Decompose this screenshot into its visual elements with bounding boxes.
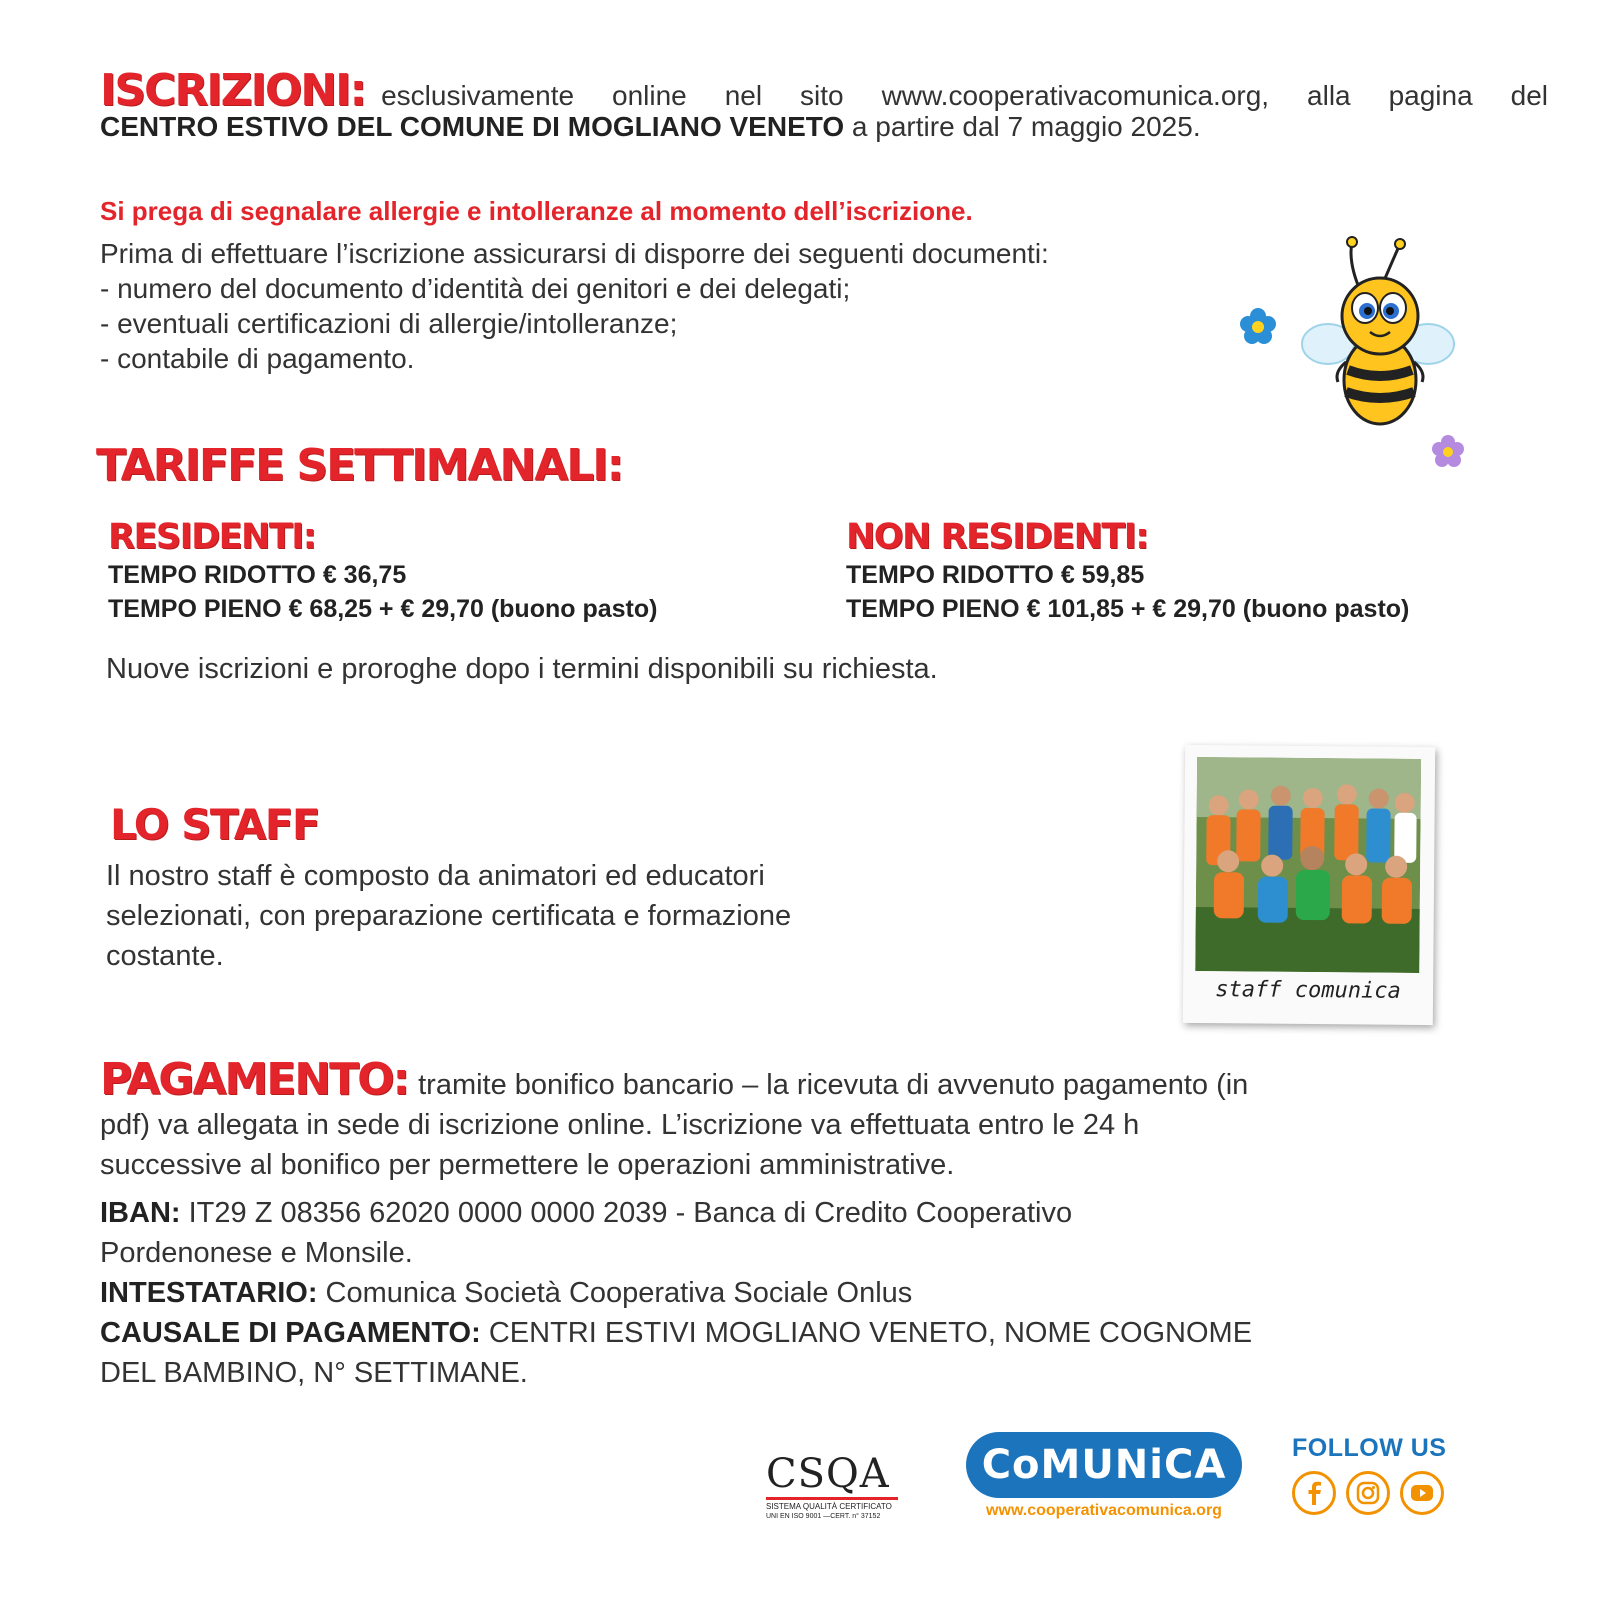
iban-label: IBAN: — [100, 1197, 181, 1229]
staff-photo-polaroid — [1183, 745, 1435, 1025]
comunica-logo — [966, 1432, 1242, 1520]
centro-estivo-label: CENTRO ESTIVO DEL COMUNE DI MOGLIANO VENETO — [100, 111, 845, 142]
causale-line2: DEL BAMBINO, N° SETTIMANE. — [100, 1357, 528, 1389]
staff-line: costante. — [106, 940, 224, 972]
list-item: - numero del documento d’identità dei genitori e dei delegati; — [100, 273, 851, 304]
csqa-divider — [766, 1497, 898, 1500]
tariffe-note: Nuove iscrizioni e proroghe dopo i termini disponibili su richiesta. — [106, 653, 938, 685]
documenti-intro: Prima di effettuare l’iscrizione assicurarsi di disporre dei seguenti documenti: — [100, 238, 1049, 269]
intestatario-label: INTESTATARIO: — [100, 1277, 318, 1309]
pagamento-section — [100, 1054, 1520, 1393]
residenti-pieno: TEMPO PIENO € 68,25 + € 29,70 (buono pasto) — [108, 595, 658, 623]
staff-line: selezionati, con preparazione certificata e formazione — [106, 900, 792, 932]
iscrizioni-section — [100, 65, 1548, 144]
csqa-line2: UNI EN ISO 9001 —CERT. n° 37152 — [766, 1513, 881, 1520]
comunica-url[interactable]: www.cooperativacomunica.org — [986, 1502, 1222, 1519]
csqa-logo-text: CSQA — [766, 1451, 890, 1497]
staff-line: Il nostro staff è composto da animatori ed educatori — [106, 860, 765, 892]
iban-line2: Pordenonese e Monsile. — [100, 1237, 413, 1269]
residenti-block — [108, 516, 657, 626]
iscrizioni-date: a partire dal 7 maggio 2025. — [844, 111, 1201, 142]
residenti-heading: RESIDENTI: — [108, 517, 316, 557]
iban-row — [100, 1193, 1520, 1233]
tariffe-heading: TARIFFE SETTIMANALI: — [96, 440, 623, 491]
staff-photo — [1195, 757, 1421, 973]
follow-us-label: FOLLOW US — [1292, 1434, 1447, 1462]
bee-illustration — [1230, 232, 1470, 482]
pagamento-heading: PAGAMENTO: — [100, 1054, 409, 1105]
non-residenti-pieno: TEMPO PIENO € 101,85 + € 29,70 (buono pasto) — [846, 595, 1410, 623]
photo-caption: staff comunica — [1215, 977, 1401, 1004]
comunica-logo-badge — [966, 1432, 1242, 1498]
intestatario-row — [100, 1273, 1520, 1313]
social-icons — [1292, 1471, 1454, 1515]
residenti-ridotto: TEMPO RIDOTTO € 36,75 — [108, 561, 407, 589]
youtube-icon[interactable] — [1400, 1471, 1444, 1515]
blue-flower-icon — [1240, 308, 1276, 344]
non-residenti-ridotto: TEMPO RIDOTTO € 59,85 — [846, 561, 1145, 589]
iscrizioni-heading: ISCRIZIONI: — [100, 65, 366, 116]
pagamento-text: tramite bonifico bancario – la ricevuta di avvenuto pagamento (in — [418, 1069, 1249, 1101]
facebook-icon[interactable] — [1292, 1471, 1336, 1515]
purple-flower-icon — [1432, 435, 1464, 467]
pagamento-line1 — [100, 1054, 1520, 1105]
staff-heading: LO STAFF — [110, 800, 320, 849]
allergie-warning: Si prega di segnalare allergie e intolleranze al momento dell’iscrizione. — [100, 196, 973, 226]
csqa-logo — [766, 1452, 898, 1521]
list-item: - eventuali certificazioni di allergie/intolleranze; — [100, 308, 678, 339]
causale-row — [100, 1313, 1520, 1353]
iscrizioni-text: esclusivamente online nel sito www.cooperativacomunica.org, alla pagina del — [381, 80, 1548, 111]
comunica-logo-text: CoMUNiCA — [981, 1442, 1227, 1488]
staff-description — [106, 856, 791, 976]
pagamento-line3: successive al bonifico per permettere le operazioni amministrative. — [100, 1149, 955, 1181]
non-residenti-block — [846, 516, 1409, 626]
non-residenti-heading: NON RESIDENTI: — [846, 517, 1148, 557]
causale-value: CENTRI ESTIVI MOGLIANO VENETO, NOME COGNOME — [480, 1317, 1253, 1349]
causale-label: CAUSALE DI PAGAMENTO: — [100, 1317, 481, 1349]
intestatario-value: Comunica Società Cooperativa Sociale Onlus — [317, 1277, 913, 1309]
pagamento-line2: pdf) va allegata in sede di iscrizione online. L’iscrizione va effettuata entro le 24 h — [100, 1109, 1140, 1141]
iban-value: IT29 Z 08356 62020 0000 0000 2039 - Banca di Credito Cooperativo — [180, 1197, 1073, 1229]
follow-us-block — [1292, 1434, 1454, 1515]
list-item: - contabile di pagamento. — [100, 343, 415, 374]
csqa-line1: SISTEMA QUALITÀ CERTIFICATO — [766, 1502, 892, 1511]
documenti-list — [100, 236, 1250, 376]
instagram-icon[interactable] — [1346, 1471, 1390, 1515]
